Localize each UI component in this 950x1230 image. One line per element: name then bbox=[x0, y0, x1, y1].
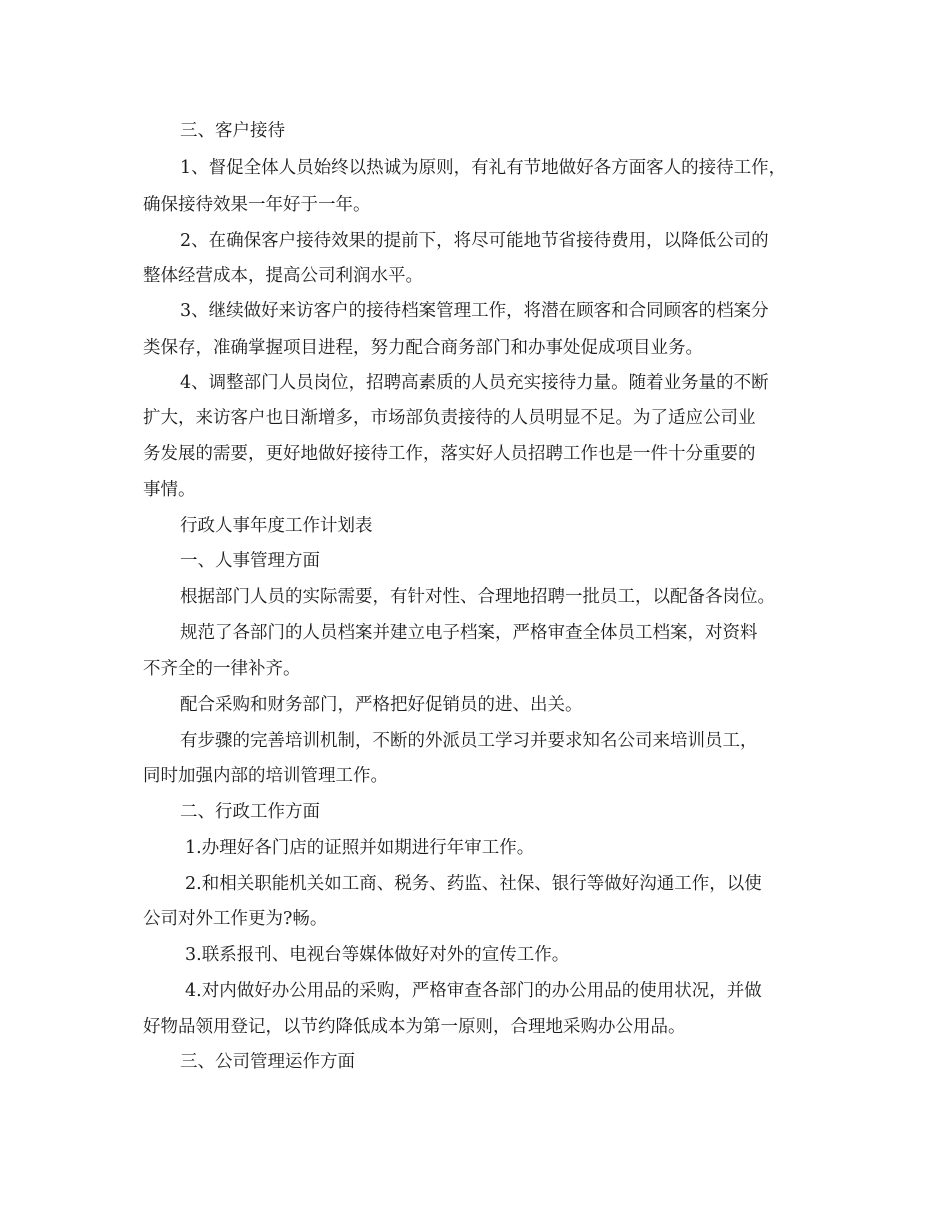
paragraph-line: 好物品领用登记，以节约降低成本为第一原则，合理地采购办公用品。 bbox=[143, 1017, 686, 1037]
section-heading-hr: 一、人事管理方面 bbox=[180, 551, 320, 571]
document-title-line: 行政人事年度工作计划表 bbox=[180, 516, 373, 536]
paragraph-line: 类保存，准确掌握项目进程，努力配合商务部门和办事处促成项目业务。 bbox=[143, 338, 703, 358]
paragraph-line: 配合采购和财务部门，严格把好促销员的进、出关。 bbox=[180, 695, 583, 715]
section-heading-customer-reception: 三、客户接待 bbox=[180, 121, 285, 141]
paragraph-line: 3、继续做好来访客户的接待档案管理工作，将潜在顾客和合同顾客的档案分 bbox=[180, 301, 769, 321]
paragraph-line: 不齐全的一律补齐。 bbox=[143, 659, 301, 679]
paragraph-line: 务发展的需要，更好地做好接待工作，落实好人员招聘工作也是一件十分重要的 bbox=[143, 444, 756, 464]
paragraph-line: 公司对外工作更为?畅。 bbox=[143, 909, 328, 929]
paragraph-line: 2.和相关职能机关如工商、税务、药监、社保、银行等做好沟通工作，以使 bbox=[185, 874, 762, 894]
section-heading-admin: 二、行政工作方面 bbox=[180, 802, 320, 822]
paragraph-line: 根据部门人员的实际需要，有针对性、合理地招聘一批员工，以配备各岗位。 bbox=[180, 587, 775, 607]
section-heading-company-management: 三、公司管理运作方面 bbox=[180, 1052, 355, 1072]
paragraph-line: 4、调整部门人员岗位，招聘高素质的人员充实接待力量。随着业务量的不断 bbox=[180, 373, 769, 393]
paragraph-line: 事情。 bbox=[143, 480, 196, 500]
paragraph-line: 2、在确保客户接待效果的提前下，将尽可能地节省接待费用，以降低公司的 bbox=[180, 231, 769, 251]
paragraph-line: 4.对内做好办公用品的采购，严格审查各部门的办公用品的使用状况，并做 bbox=[185, 981, 762, 1001]
paragraph-line: 确保接待效果一年好于一年。 bbox=[143, 195, 371, 215]
paragraph-line: 3.联系报刊、电视台等媒体做好对外的宣传工作。 bbox=[185, 945, 570, 965]
paragraph-line: 1、督促全体人员始终以热诚为原则，有礼有节地做好各方面客人的接待工作， bbox=[180, 158, 787, 178]
paragraph-line: 同时加强内部的培训管理工作。 bbox=[143, 766, 388, 786]
paragraph-line: 有步骤的完善培训机制，不断的外派员工学习并要求知名公司来培训员工， bbox=[180, 731, 758, 751]
paragraph-line: 扩大，来访客户也日渐增多，市场部负责接待的人员明显不足。为了适应公司业 bbox=[143, 408, 756, 428]
paragraph-line: 整体经营成本，提高公司利润水平。 bbox=[143, 266, 423, 286]
paragraph-line: 规范了各部门的人员档案并建立电子档案，严格审查全体员工档案，对资料 bbox=[180, 623, 758, 643]
paragraph-line: 1.办理好各门店的证照并如期进行年审工作。 bbox=[185, 838, 535, 858]
